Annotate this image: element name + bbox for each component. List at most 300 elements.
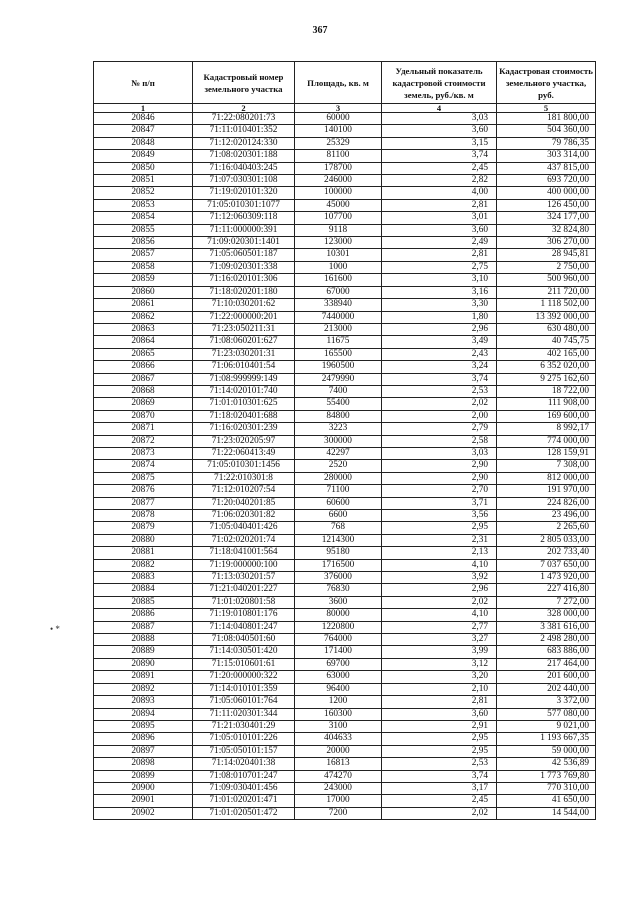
cell-cadastral-number: 71:18:020201:180 [193,286,295,298]
cell-cadastral-number: 71:19:020101:320 [193,187,295,199]
cell-specific-value: 2,95 [382,733,497,745]
cell-cadastral-number: 71:20:040201:85 [193,497,295,509]
cell-specific-value: 2,90 [382,460,497,472]
cell-specific-value: 3,60 [382,125,497,137]
cell-specific-value: 3,17 [382,782,497,794]
cell-row-number: 20867 [94,373,193,385]
cell-area: 3600 [295,596,382,608]
cell-cadastral-number: 71:09:030401:456 [193,782,295,794]
cell-specific-value: 3,74 [382,150,497,162]
table-row [94,323,596,335]
table-row [94,336,596,348]
cell-cadastral-value: 2 265,60 [497,522,596,534]
cell-cadastral-value: 693 720,00 [497,175,596,187]
cell-area: 55400 [295,398,382,410]
cell-cadastral-value: 2 750,00 [497,261,596,273]
cell-specific-value: 4,10 [382,559,497,571]
table-row [94,683,596,695]
cell-specific-value: 3,03 [382,447,497,459]
cell-cadastral-value: 181 800,00 [497,113,596,125]
cell-specific-value: 2,95 [382,745,497,757]
table-row [94,410,596,422]
cell-cadastral-value: 303 314,00 [497,150,596,162]
cell-cadastral-value: 8 992,17 [497,423,596,435]
table-row [94,547,596,559]
cell-specific-value: 3,71 [382,497,497,509]
cell-cadastral-number: 71:21:030401:29 [193,720,295,732]
cell-area: 300000 [295,435,382,447]
table-row [94,534,596,546]
cell-row-number: 20868 [94,385,193,397]
cell-cadastral-number: 71:12:010207:54 [193,485,295,497]
cell-cadastral-number: 71:14:030501:420 [193,646,295,658]
cell-area: 1960500 [295,361,382,373]
table-row [94,175,596,187]
cell-cadastral-number: 71:11:000000:391 [193,224,295,236]
cell-area: 1716500 [295,559,382,571]
cell-specific-value: 2,79 [382,423,497,435]
cell-cadastral-value: 211 720,00 [497,286,596,298]
cell-area: 71100 [295,485,382,497]
cell-cadastral-number: 71:12:020124:330 [193,137,295,149]
cell-area: 60000 [295,113,382,125]
cell-specific-value: 2,90 [382,472,497,484]
cell-row-number: 20874 [94,460,193,472]
cell-area: 10301 [295,249,382,261]
cell-row-number: 20891 [94,671,193,683]
cell-area: 404633 [295,733,382,745]
cell-cadastral-number: 71:14:020101:740 [193,385,295,397]
cell-row-number: 20848 [94,137,193,149]
table-row [94,733,596,745]
cell-row-number: 20898 [94,758,193,770]
table-row [94,807,596,819]
cell-cadastral-number: 71:10:030201:62 [193,299,295,311]
cell-cadastral-number: 71:05:050101:157 [193,745,295,757]
cell-area: 25329 [295,137,382,149]
cell-row-number: 20889 [94,646,193,658]
cell-cadastral-value: 500 960,00 [497,274,596,286]
header-cadastral-number: Кадастровый номер земельного участка [193,62,295,104]
cell-cadastral-number: 71:09:020301:1401 [193,237,295,249]
cell-area: 338940 [295,299,382,311]
cell-specific-value: 2,81 [382,199,497,211]
table-row [94,423,596,435]
cell-cadastral-number: 71:21:040201:227 [193,584,295,596]
table-row [94,447,596,459]
header-specific-value: Удельный показатель кадастровой стоимости земель, руб./кв. м [382,62,497,104]
cell-specific-value: 2,81 [382,696,497,708]
cell-cadastral-number: 71:05:010301:1077 [193,199,295,211]
column-number: 5 [497,104,596,113]
table-row [94,745,596,757]
table-row [94,596,596,608]
table-row [94,199,596,211]
cell-cadastral-number: 71:18:020401:688 [193,410,295,422]
cell-area: 160300 [295,708,382,720]
table-row [94,782,596,794]
cell-cadastral-value: 324 177,00 [497,212,596,224]
cell-area: 376000 [295,572,382,584]
cell-cadastral-value: 9 275 162,60 [497,373,596,385]
table-row [94,609,596,621]
cell-row-number: 20853 [94,199,193,211]
cell-area: 69700 [295,658,382,670]
table-row [94,261,596,273]
cell-row-number: 20901 [94,795,193,807]
cell-cadastral-value: 437 815,00 [497,162,596,174]
cell-row-number: 20869 [94,398,193,410]
cell-cadastral-number: 71:18:041001:564 [193,547,295,559]
cell-area: 100000 [295,187,382,199]
cell-cadastral-number: 71:01:020501:472 [193,807,295,819]
cell-cadastral-value: 202 440,00 [497,683,596,695]
table-row [94,162,596,174]
cell-row-number: 20877 [94,497,193,509]
cell-cadastral-value: 41 650,00 [497,795,596,807]
cell-area: 63000 [295,671,382,683]
cell-cadastral-number: 71:12:060309:118 [193,212,295,224]
table-row [94,696,596,708]
cell-cadastral-number: 71:23:050211:31 [193,323,295,335]
cell-specific-value: 3,10 [382,274,497,286]
cell-row-number: 20861 [94,299,193,311]
cell-row-number: 20864 [94,336,193,348]
cell-cadastral-number: 71:09:020301:338 [193,261,295,273]
cell-row-number: 20894 [94,708,193,720]
cell-cadastral-number: 71:16:040403:245 [193,162,295,174]
cell-area: 474270 [295,770,382,782]
cell-area: 84800 [295,410,382,422]
cell-cadastral-value: 227 416,80 [497,584,596,596]
cell-specific-value: 3,49 [382,336,497,348]
cell-specific-value: 2,43 [382,348,497,360]
cell-row-number: 20871 [94,423,193,435]
cell-area: 764000 [295,634,382,646]
header-row-number: № п/п [94,62,193,104]
cell-row-number: 20862 [94,311,193,323]
cell-cadastral-number: 71:06:010401:54 [193,361,295,373]
table-row [94,299,596,311]
table-row [94,720,596,732]
cell-row-number: 20888 [94,634,193,646]
cell-cadastral-number: 71:16:020101:306 [193,274,295,286]
cell-cadastral-value: 328 000,00 [497,609,596,621]
cell-area: 1000 [295,261,382,273]
cell-row-number: 20854 [94,212,193,224]
cell-cadastral-value: 770 310,00 [497,782,596,794]
cell-area: 42297 [295,447,382,459]
cell-specific-value: 2,96 [382,323,497,335]
cell-specific-value: 2,77 [382,621,497,633]
header-area: Площадь, кв. м [295,62,382,104]
cell-cadastral-number: 71:05:060501:187 [193,249,295,261]
cell-cadastral-number: 71:05:010301:1456 [193,460,295,472]
cell-cadastral-value: 79 786,35 [497,137,596,149]
cell-row-number: 20887 [94,621,193,633]
column-number: 3 [295,104,382,113]
table-row [94,286,596,298]
cell-specific-value: 3,60 [382,708,497,720]
cell-specific-value: 2,95 [382,522,497,534]
cell-cadastral-value: 7 037 650,00 [497,559,596,571]
cell-cadastral-number: 71:14:010101:359 [193,683,295,695]
cell-cadastral-value: 1 118 502,00 [497,299,596,311]
cell-cadastral-number: 71:14:020401:38 [193,758,295,770]
table-row [94,758,596,770]
header-cadastral-value: Кадастровая стоимость земельного участка, руб. [497,62,596,104]
cell-row-number: 20882 [94,559,193,571]
cell-cadastral-value: 306 270,00 [497,237,596,249]
table-row [94,770,596,782]
cell-specific-value: 3,01 [382,212,497,224]
cell-cadastral-value: 630 480,00 [497,323,596,335]
cell-specific-value: 2,53 [382,758,497,770]
cell-cadastral-value: 169 600,00 [497,410,596,422]
cell-area: 246000 [295,175,382,187]
table-row [94,237,596,249]
table-row [94,559,596,571]
cell-row-number: 20865 [94,348,193,360]
cell-area: 76830 [295,584,382,596]
cell-row-number: 20899 [94,770,193,782]
table-row [94,361,596,373]
cell-cadastral-value: 128 159,91 [497,447,596,459]
cell-specific-value: 4,10 [382,609,497,621]
cell-row-number: 20857 [94,249,193,261]
cell-cadastral-number: 71:05:060101:764 [193,696,295,708]
cell-row-number: 20846 [94,113,193,125]
cell-cadastral-value: 32 824,80 [497,224,596,236]
cell-specific-value: 2,53 [382,385,497,397]
cell-specific-value: 2,75 [382,261,497,273]
cell-area: 178700 [295,162,382,174]
cell-cadastral-number: 71:22:000000:201 [193,311,295,323]
cell-specific-value: 2,02 [382,807,497,819]
cell-specific-value: 2,49 [382,237,497,249]
table-row [94,646,596,658]
cell-cadastral-value: 111 908,00 [497,398,596,410]
table-row [94,385,596,397]
cell-cadastral-value: 224 826,00 [497,497,596,509]
cell-cadastral-value: 201 600,00 [497,671,596,683]
cell-cadastral-value: 1 193 667,35 [497,733,596,745]
cell-cadastral-number: 71:15:010601:61 [193,658,295,670]
cell-cadastral-value: 42 536,89 [497,758,596,770]
cell-specific-value: 2,02 [382,596,497,608]
cell-area: 107700 [295,212,382,224]
cell-cadastral-number: 71:05:010101:226 [193,733,295,745]
cell-area: 768 [295,522,382,534]
table-row [94,348,596,360]
cadastral-value-table [93,61,596,820]
cell-cadastral-value: 774 000,00 [497,435,596,447]
table-row [94,435,596,447]
cell-cadastral-number: 71:19:000000:100 [193,559,295,571]
table-row [94,671,596,683]
table-row [94,497,596,509]
cell-cadastral-value: 3 372,00 [497,696,596,708]
cell-specific-value: 2,00 [382,410,497,422]
cell-cadastral-number: 71:11:020301:344 [193,708,295,720]
cell-row-number: 20896 [94,733,193,745]
cell-specific-value: 3,16 [382,286,497,298]
cell-specific-value: 3,99 [382,646,497,658]
cell-cadastral-number: 71:23:020205:97 [193,435,295,447]
cell-cadastral-number: 71:01:020801:58 [193,596,295,608]
cell-row-number: 20872 [94,435,193,447]
cell-cadastral-value: 217 464,00 [497,658,596,670]
cell-row-number: 20870 [94,410,193,422]
cell-specific-value: 3,74 [382,373,497,385]
cell-row-number: 20890 [94,658,193,670]
cell-row-number: 20883 [94,572,193,584]
table-row [94,708,596,720]
table-row [94,125,596,137]
cell-cadastral-value: 7 272,00 [497,596,596,608]
cell-row-number: 20884 [94,584,193,596]
cell-cadastral-number: 71:08:040501:60 [193,634,295,646]
cell-specific-value: 3,24 [382,361,497,373]
table-row [94,658,596,670]
cell-area: 123000 [295,237,382,249]
cell-cadastral-value: 14 544,00 [497,807,596,819]
cell-cadastral-number: 71:01:020201:471 [193,795,295,807]
cell-specific-value: 3,56 [382,510,497,522]
column-number: 2 [193,104,295,113]
cell-row-number: 20878 [94,510,193,522]
cell-row-number: 20860 [94,286,193,298]
cell-row-number: 20863 [94,323,193,335]
cell-row-number: 20880 [94,534,193,546]
cell-row-number: 20897 [94,745,193,757]
cell-specific-value: 3,60 [382,224,497,236]
cell-cadastral-number: 71:02:020201:74 [193,534,295,546]
cell-row-number: 20849 [94,150,193,162]
table-row [94,113,596,125]
cell-row-number: 20881 [94,547,193,559]
cell-cadastral-number: 71:22:080201:73 [193,113,295,125]
table-row [94,274,596,286]
cell-cadastral-value: 6 352 020,00 [497,361,596,373]
cell-area: 96400 [295,683,382,695]
cell-specific-value: 2,58 [382,435,497,447]
table-row [94,224,596,236]
cell-cadastral-value: 9 021,00 [497,720,596,732]
page-number: 367 [312,25,328,36]
cell-area: 171400 [295,646,382,658]
margin-mark: • * [50,624,60,634]
cell-row-number: 20852 [94,187,193,199]
cell-cadastral-value: 3 381 616,00 [497,621,596,633]
cell-row-number: 20885 [94,596,193,608]
cell-specific-value: 2,96 [382,584,497,596]
cell-specific-value: 2,31 [382,534,497,546]
cell-specific-value: 3,92 [382,572,497,584]
cell-cadastral-value: 504 360,00 [497,125,596,137]
cell-cadastral-value: 2 498 280,00 [497,634,596,646]
cell-cadastral-number: 71:07:030301:108 [193,175,295,187]
cell-specific-value: 2,02 [382,398,497,410]
cell-cadastral-value: 683 886,00 [497,646,596,658]
cell-area: 213000 [295,323,382,335]
cell-cadastral-number: 71:08:010701:247 [193,770,295,782]
cell-specific-value: 2,45 [382,162,497,174]
cell-cadastral-value: 7 308,00 [497,460,596,472]
cell-area: 1200 [295,696,382,708]
cell-row-number: 20858 [94,261,193,273]
table-row [94,398,596,410]
cell-cadastral-value: 28 945,81 [497,249,596,261]
table-header-row [94,62,596,104]
cell-cadastral-value: 59 000,00 [497,745,596,757]
cell-row-number: 20847 [94,125,193,137]
cell-cadastral-value: 23 496,00 [497,510,596,522]
cell-cadastral-number: 71:11:010401:352 [193,125,295,137]
cell-cadastral-number: 71:14:040801:247 [193,621,295,633]
cell-cadastral-value: 13 392 000,00 [497,311,596,323]
column-number: 4 [382,104,497,113]
cell-cadastral-number: 71:22:060413:49 [193,447,295,459]
table-row [94,212,596,224]
cell-specific-value: 3,20 [382,671,497,683]
cell-specific-value: 3,27 [382,634,497,646]
table-row [94,187,596,199]
cell-area: 3223 [295,423,382,435]
cell-cadastral-number: 71:08:060201:627 [193,336,295,348]
cell-specific-value: 3,30 [382,299,497,311]
table-row [94,249,596,261]
cell-cadastral-value: 40 745,75 [497,336,596,348]
cell-cadastral-value: 2 805 033,00 [497,534,596,546]
table-row [94,460,596,472]
cell-area: 2520 [295,460,382,472]
cell-row-number: 20855 [94,224,193,236]
cell-cadastral-value: 191 970,00 [497,485,596,497]
cell-cadastral-value: 1 773 769,80 [497,770,596,782]
cell-row-number: 20875 [94,472,193,484]
cell-area: 243000 [295,782,382,794]
cell-area: 3100 [295,720,382,732]
cell-cadastral-number: 71:19:010801:176 [193,609,295,621]
cell-area: 161600 [295,274,382,286]
cell-cadastral-value: 202 733,40 [497,547,596,559]
cell-cadastral-value: 1 473 920,00 [497,572,596,584]
table-row [94,634,596,646]
column-number-row [94,104,596,113]
table-row [94,137,596,149]
cell-specific-value: 3,15 [382,137,497,149]
cell-cadastral-number: 71:08:999999:149 [193,373,295,385]
cell-area: 11675 [295,336,382,348]
cell-cadastral-number: 71:23:030201:31 [193,348,295,360]
column-number: 1 [94,104,193,113]
cell-area: 16813 [295,758,382,770]
cell-cadastral-number: 71:13:030201:57 [193,572,295,584]
cell-cadastral-number: 71:05:040401:426 [193,522,295,534]
cell-row-number: 20902 [94,807,193,819]
cell-cadastral-value: 577 080,00 [497,708,596,720]
cell-row-number: 20886 [94,609,193,621]
cell-cadastral-number: 71:06:020301:82 [193,510,295,522]
table-row [94,311,596,323]
cell-specific-value: 2,45 [382,795,497,807]
cell-cadastral-value: 400 000,00 [497,187,596,199]
cell-specific-value: 2,10 [382,683,497,695]
table-row [94,584,596,596]
cell-area: 7440000 [295,311,382,323]
cell-cadastral-value: 402 165,00 [497,348,596,360]
